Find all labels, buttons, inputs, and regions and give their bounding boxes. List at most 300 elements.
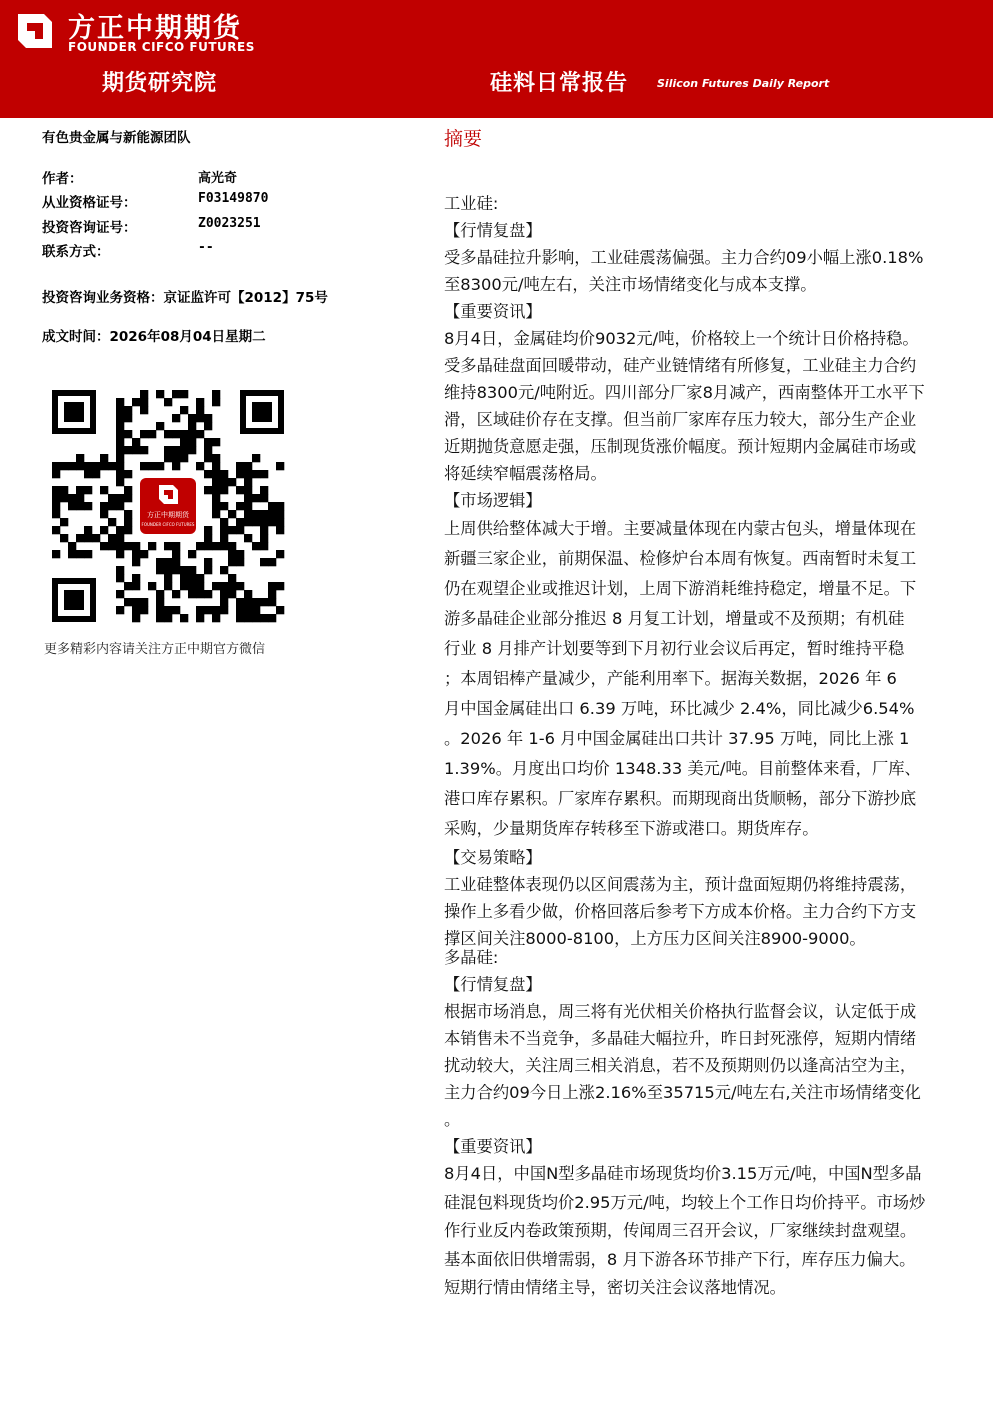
qr-module: [116, 550, 124, 558]
qr-module: [156, 462, 164, 470]
qr-module: [220, 598, 228, 606]
qr-module: [188, 446, 196, 454]
author-value: 高光奇: [198, 171, 238, 186]
qr-module: [52, 470, 60, 478]
qr-module: [164, 454, 172, 462]
qr-module: [172, 446, 180, 454]
qr-module: [140, 598, 148, 606]
qr-module: [196, 582, 204, 590]
qr-module: [244, 470, 252, 478]
qr-module: [196, 542, 204, 550]
qr-module: [204, 542, 212, 550]
qr-module: [164, 566, 172, 574]
qr-module: [116, 566, 124, 574]
qr-module: [196, 590, 204, 598]
qr-module: [140, 606, 148, 614]
qr-module: [220, 518, 228, 526]
qr-module: [52, 462, 60, 470]
qr-module: [132, 582, 140, 590]
qr-finder-bottom-left: [52, 578, 96, 622]
text-line: 新疆三家企业，前期保温、检修炉台本周有恢复。西南暂时未复工: [444, 549, 917, 568]
qr-module: [124, 414, 132, 422]
qr-module: [228, 510, 236, 518]
qr-module: [52, 494, 60, 502]
qr-module: [156, 566, 164, 574]
qr-module: [268, 590, 276, 598]
text-line: 。2026 年 1-6 月中国金属硅出口共计 37.95 万吨，同比上涨 1: [444, 729, 910, 748]
qr-module: [260, 494, 268, 502]
industrial-review-label: 【行情复盘】: [444, 221, 542, 240]
qr-module: [68, 502, 76, 510]
text-line: 撑区间关注8000-8100，上方压力区间关注8900-9000。: [444, 929, 866, 948]
qr-module: [108, 462, 116, 470]
qr-module: [100, 542, 108, 550]
qr-module: [196, 398, 204, 406]
qr-module: [276, 502, 284, 510]
qr-module: [108, 502, 116, 510]
qr-module: [172, 542, 180, 550]
qr-module: [236, 606, 244, 614]
qr-module: [204, 526, 212, 534]
text-line: 采购，少量期货库存转移至下游或港口。期货库存。: [444, 819, 819, 838]
poly-review-label: 【行情复盘】: [444, 975, 542, 994]
industrial-heading: 工业硅:: [444, 194, 499, 213]
qr-module: [188, 582, 196, 590]
logo-en-text: FOUNDER CIFCO FUTURES: [68, 40, 255, 54]
qr-module: [116, 422, 124, 430]
qr-module: [188, 422, 196, 430]
qr-module: [60, 494, 68, 502]
qr-module: [268, 502, 276, 510]
qr-module: [172, 550, 180, 558]
text-line: 将延续窄幅震荡格局。: [444, 464, 607, 483]
qr-module: [172, 566, 180, 574]
qr-module: [180, 582, 188, 590]
qr-module: [116, 446, 124, 454]
qr-module: [228, 550, 236, 558]
qr-module: [276, 462, 284, 470]
qr-module: [260, 510, 268, 518]
qr-module: [236, 462, 244, 470]
qr-module: [172, 414, 180, 422]
qr-module: [156, 606, 164, 614]
qr-module: [140, 406, 148, 414]
text-line: 8月4日，中国N型多晶硅市场现货均价3.15万元/吨，中国N型多晶: [444, 1164, 922, 1183]
qr-finder-top-right: [240, 390, 284, 434]
poly-heading: 多晶硅:: [444, 948, 499, 967]
qr-module: [100, 526, 108, 534]
qr-module: [124, 494, 132, 502]
summary-title: 摘要: [444, 128, 483, 150]
qr-module: [204, 422, 212, 430]
qr-module: [116, 414, 124, 422]
qualification-line: 投资咨询业务资格：京证监许可【2012】75号: [42, 290, 328, 306]
qr-module: [188, 590, 196, 598]
qr-module: [156, 390, 164, 398]
qr-module: [212, 494, 220, 502]
qr-module: [260, 470, 268, 478]
qr-module: [108, 542, 116, 550]
qr-finder-top-left: [52, 390, 96, 434]
qr-module: [220, 590, 228, 598]
qr-module: [260, 526, 268, 534]
consult-label: 投资咨询证号：: [42, 220, 137, 236]
qr-module: [276, 510, 284, 518]
qr-module: [236, 582, 244, 590]
qr-module: [276, 526, 284, 534]
qr-module: [188, 574, 196, 582]
qr-module: [84, 486, 92, 494]
qr-module: [100, 502, 108, 510]
qr-module: [108, 494, 116, 502]
qr-module: [220, 582, 228, 590]
qr-module: [244, 614, 252, 622]
qr-module: [116, 462, 124, 470]
author-label: 作者：: [42, 171, 83, 187]
qr-module: [76, 494, 84, 502]
qr-module: [244, 590, 252, 598]
qr-module: [196, 614, 204, 622]
qr-module: [236, 470, 244, 478]
qr-module: [164, 574, 172, 582]
qr-module: [260, 558, 268, 566]
qr-module: [116, 534, 124, 542]
qr-module: [212, 614, 220, 622]
qr-module: [204, 486, 212, 494]
qr-module: [124, 430, 132, 438]
qr-module: [116, 542, 124, 550]
qr-module: [60, 534, 68, 542]
qr-module: [212, 390, 220, 398]
qr-module: [212, 486, 220, 494]
qr-module: [76, 462, 84, 470]
industrial-strategy-text: [444, 871, 959, 952]
team-name: 有色贵金属与新能源团队: [42, 130, 191, 146]
text-line: 仍在观望企业或推迟计划，上周下游消耗维持稳定，增量不足。下: [444, 579, 917, 598]
qr-module: [156, 590, 164, 598]
qr-module: [156, 614, 164, 622]
text-line: 受多晶硅盘面回暖带动，硅产业链情绪有所修复，工业硅主力合约: [444, 356, 917, 375]
qr-module: [92, 462, 100, 470]
qr-module: [244, 478, 252, 486]
report-subtitle: Silicon Futures Daily Report: [657, 77, 830, 90]
qr-module: [156, 422, 164, 430]
qr-module: [76, 550, 84, 558]
qr-module: [116, 590, 124, 598]
consult-value: Z0023251: [198, 216, 261, 231]
qr-module: [52, 526, 60, 534]
text-line: 游多晶硅企业部分推迟 8 月复工计划，增量或不及预期；有机硅: [444, 609, 905, 628]
qr-module: [76, 454, 84, 462]
qr-module: [220, 470, 228, 478]
qr-module: [124, 542, 132, 550]
qr-module: [228, 478, 236, 486]
qr-module: [108, 534, 116, 542]
qr-module: [212, 462, 220, 470]
qr-module: [196, 430, 204, 438]
qr-module: [68, 462, 76, 470]
qr-module: [260, 542, 268, 550]
qr-module: [188, 414, 196, 422]
qr-module: [172, 430, 180, 438]
qr-module: [228, 558, 236, 566]
cert-label: 从业资格证号：: [42, 195, 137, 211]
text-line: 作行业反内卷政策预期，传闻周三召开会议，厂家继续封盘观望。: [444, 1221, 917, 1240]
qr-module: [108, 518, 116, 526]
qr-module: [212, 502, 220, 510]
qr-module: [132, 558, 140, 566]
qr-module: [180, 614, 188, 622]
text-line: 。: [444, 1110, 461, 1129]
qr-module: [228, 542, 236, 550]
qr-module: [76, 502, 84, 510]
qr-module: [116, 406, 124, 414]
qr-module: [220, 534, 228, 542]
qr-module: [116, 606, 124, 614]
qr-module: [116, 470, 124, 478]
industrial-news-text: [444, 325, 959, 487]
qr-module: [172, 390, 180, 398]
qr-module: [116, 438, 124, 446]
text-line: 近期抛货意愿走强，压制现货涨价幅度。预计短期内金属硅市场或: [444, 437, 917, 456]
text-line: 至8300元/吨左右，关注市场情绪变化与成本支撑。: [444, 275, 817, 294]
qr-module: [148, 582, 156, 590]
text-line: 港口库存累积。厂家库存累积。而期现商出货顺畅，部分下游抄底: [444, 789, 917, 808]
qr-module: [148, 542, 156, 550]
qr-module: [244, 494, 252, 502]
qr-module: [212, 470, 220, 478]
qr-module: [132, 614, 140, 622]
text-line: 基本面依旧供增需弱，8 月下游各环节排产下行，库存压力偏大。: [444, 1249, 916, 1269]
qr-module: [212, 582, 220, 590]
qr-module: [204, 558, 212, 566]
qr-module: [84, 502, 92, 510]
qr-module: [180, 574, 188, 582]
qr-module: [68, 494, 76, 502]
qr-module: [204, 454, 212, 462]
qr-module: [236, 526, 244, 534]
qr-module: [68, 542, 76, 550]
qr-module: [124, 518, 132, 526]
text-line: 主力合约09今日上涨2.16%至35715元/吨左右,关注市场情绪变化: [444, 1083, 921, 1102]
poly-review-text: [444, 998, 959, 1133]
qr-module: [188, 566, 196, 574]
qr-module: [164, 558, 172, 566]
qr-module: [116, 478, 124, 486]
qr-module: [228, 582, 236, 590]
qr-module: [180, 438, 188, 446]
qr-module: [140, 550, 148, 558]
text-line: 根据市场消息，周三将有光伏相关价格执行监督会议，认定低于成: [444, 1002, 917, 1021]
text-line: ；本周铝棒产量减少，产能利用率下。据海关数据，2026 年 6: [444, 669, 897, 688]
qr-module: [236, 486, 244, 494]
industrial-silicon-section: [444, 190, 959, 952]
qr-module: [244, 462, 252, 470]
qr-module: [124, 582, 132, 590]
qr-module: [268, 598, 276, 606]
qr-module: [172, 462, 180, 470]
qr-module: [252, 542, 260, 550]
qr-module: [260, 518, 268, 526]
qr-module: [212, 478, 220, 486]
qr-module: [204, 446, 212, 454]
qr-module: [180, 446, 188, 454]
qr-module: [180, 454, 188, 462]
qr-module: [52, 510, 60, 518]
qr-module: [212, 606, 220, 614]
qr-module: [100, 486, 108, 494]
qr-module: [172, 558, 180, 566]
qr-module: [204, 414, 212, 422]
qr-center-logo: [136, 474, 200, 538]
qr-module: [172, 454, 180, 462]
qr-module: [92, 470, 100, 478]
qr-module: [204, 470, 212, 478]
qr-module: [188, 430, 196, 438]
text-line: 硅混包料现货均价2.95万元/吨，均较上个工作日均价持平。市场炒: [444, 1192, 926, 1212]
qr-module: [276, 582, 284, 590]
contact-label: 联系方式：: [42, 244, 110, 260]
qr-module: [260, 614, 268, 622]
qr-module: [84, 534, 92, 542]
industrial-news-label: 【重要资讯】: [444, 302, 542, 321]
qr-module: [76, 486, 84, 494]
qr-module: [100, 462, 108, 470]
qr-module: [140, 390, 148, 398]
qr-module: [164, 614, 172, 622]
qr-module: [244, 486, 252, 494]
text-line: 操作上多看少做，价格回落后参考下方成本价格。主力合约下方支: [444, 902, 917, 921]
qr-module: [276, 550, 284, 558]
qr-module: [132, 574, 140, 582]
qr-module: [188, 438, 196, 446]
qr-module: [268, 558, 276, 566]
qr-module: [132, 446, 140, 454]
qr-module: [116, 398, 124, 406]
qr-module: [244, 502, 252, 510]
qr-module: [116, 526, 124, 534]
qr-module: [204, 606, 212, 614]
qr-module: [236, 518, 244, 526]
qr-module: [244, 598, 252, 606]
qr-module: [252, 454, 260, 462]
qr-module: [236, 502, 244, 510]
qr-module: [252, 494, 260, 502]
qr-module: [172, 606, 180, 614]
founder-logo-icon: [14, 8, 58, 52]
industrial-logic-text: [444, 514, 959, 844]
qr-module: [196, 406, 204, 414]
qr-module: [236, 550, 244, 558]
qr-module: [132, 398, 140, 406]
qr-module: [180, 430, 188, 438]
qr-module: [164, 430, 172, 438]
qr-module: [140, 446, 148, 454]
qr-module: [164, 398, 172, 406]
qr-module: [196, 462, 204, 470]
qr-module: [236, 558, 244, 566]
qr-module: [180, 566, 188, 574]
qr-module: [212, 438, 220, 446]
qr-module: [196, 574, 204, 582]
text-line: 受多晶硅拉升影响，工业硅震荡偏强。主力合约09小幅上涨0.18%: [444, 248, 924, 267]
qr-module: [180, 406, 188, 414]
contact-value: --: [198, 240, 214, 255]
qr-module: [172, 590, 180, 598]
qr-module: [132, 550, 140, 558]
qr-module: [204, 438, 212, 446]
qr-module: [196, 414, 204, 422]
qr-module: [236, 598, 244, 606]
qr-module: [236, 614, 244, 622]
qr-module: [220, 502, 228, 510]
qr-module: [124, 470, 132, 478]
qr-module: [132, 438, 140, 446]
text-line: 月中国金属硅出口 6.39 万吨，环比减少 2.4%，同比减少6.54%: [444, 699, 915, 718]
qr-module: [124, 406, 132, 414]
qr-module: [124, 526, 132, 534]
qr-module: [156, 598, 164, 606]
industrial-review-text: [444, 244, 959, 298]
qr-module: [164, 606, 172, 614]
qr-module: [52, 550, 60, 558]
institute-name: 期货研究院: [102, 71, 218, 96]
qr-module: [100, 454, 108, 462]
text-line: 短期行情由情绪主导，密切关注会议落地情况。: [444, 1278, 786, 1297]
qr-module: [244, 534, 252, 542]
qr-module: [132, 542, 140, 550]
qr-module: [100, 510, 108, 518]
qr-module: [164, 542, 172, 550]
qr-module: [268, 510, 276, 518]
text-line: 上周供给整体减大于增。主要减量体现在内蒙古包头，增量体现在: [444, 519, 917, 538]
qr-module: [60, 462, 68, 470]
qr-center-cn: 方正中期期货: [147, 511, 189, 519]
qr-module: [140, 462, 148, 470]
header-banner: [0, 0, 993, 118]
qr-module: [212, 510, 220, 518]
qr-module: [124, 486, 132, 494]
qr-module: [276, 518, 284, 526]
text-line: 维持8300元/吨附近。四川部分厂家8月减产，西南整体开工水平下: [444, 383, 925, 402]
cert-value: F03149870: [198, 191, 269, 206]
qr-module: [260, 534, 268, 542]
qr-module: [220, 606, 228, 614]
qr-module: [244, 510, 252, 518]
qr-module: [60, 518, 68, 526]
qr-module: [84, 470, 92, 478]
text-line: 8月4日，金属硅均价9032元/吨，价格较上一个统计日价格持稳。: [444, 329, 919, 348]
qr-module: [268, 518, 276, 526]
qr-module: [92, 534, 100, 542]
text-line: 工业硅整体表现仍以区间震荡为主，预计盘面短期仍将维持震荡，: [444, 875, 917, 894]
qr-module: [260, 486, 268, 494]
qr-module: [204, 534, 212, 542]
qr-caption: 更多精彩内容请关注方正中期官方微信: [44, 642, 266, 657]
qr-module: [212, 454, 220, 462]
qr-module: [124, 598, 132, 606]
qr-module: [212, 542, 220, 550]
qr-module: [140, 398, 148, 406]
qr-module: [148, 462, 156, 470]
qr-module: [228, 574, 236, 582]
text-line: 本销售未不当竞争，多晶硅大幅拉升，昨日封死涨停，短期内情绪: [444, 1029, 917, 1048]
qr-module: [196, 606, 204, 614]
text-line: 滑，区域硅价存在支撑。但当前厂家库存压力较大，部分生产企业: [444, 410, 917, 429]
qr-module: [252, 598, 260, 606]
qr-module: [180, 390, 188, 398]
wechat-qr-code: [48, 386, 288, 626]
